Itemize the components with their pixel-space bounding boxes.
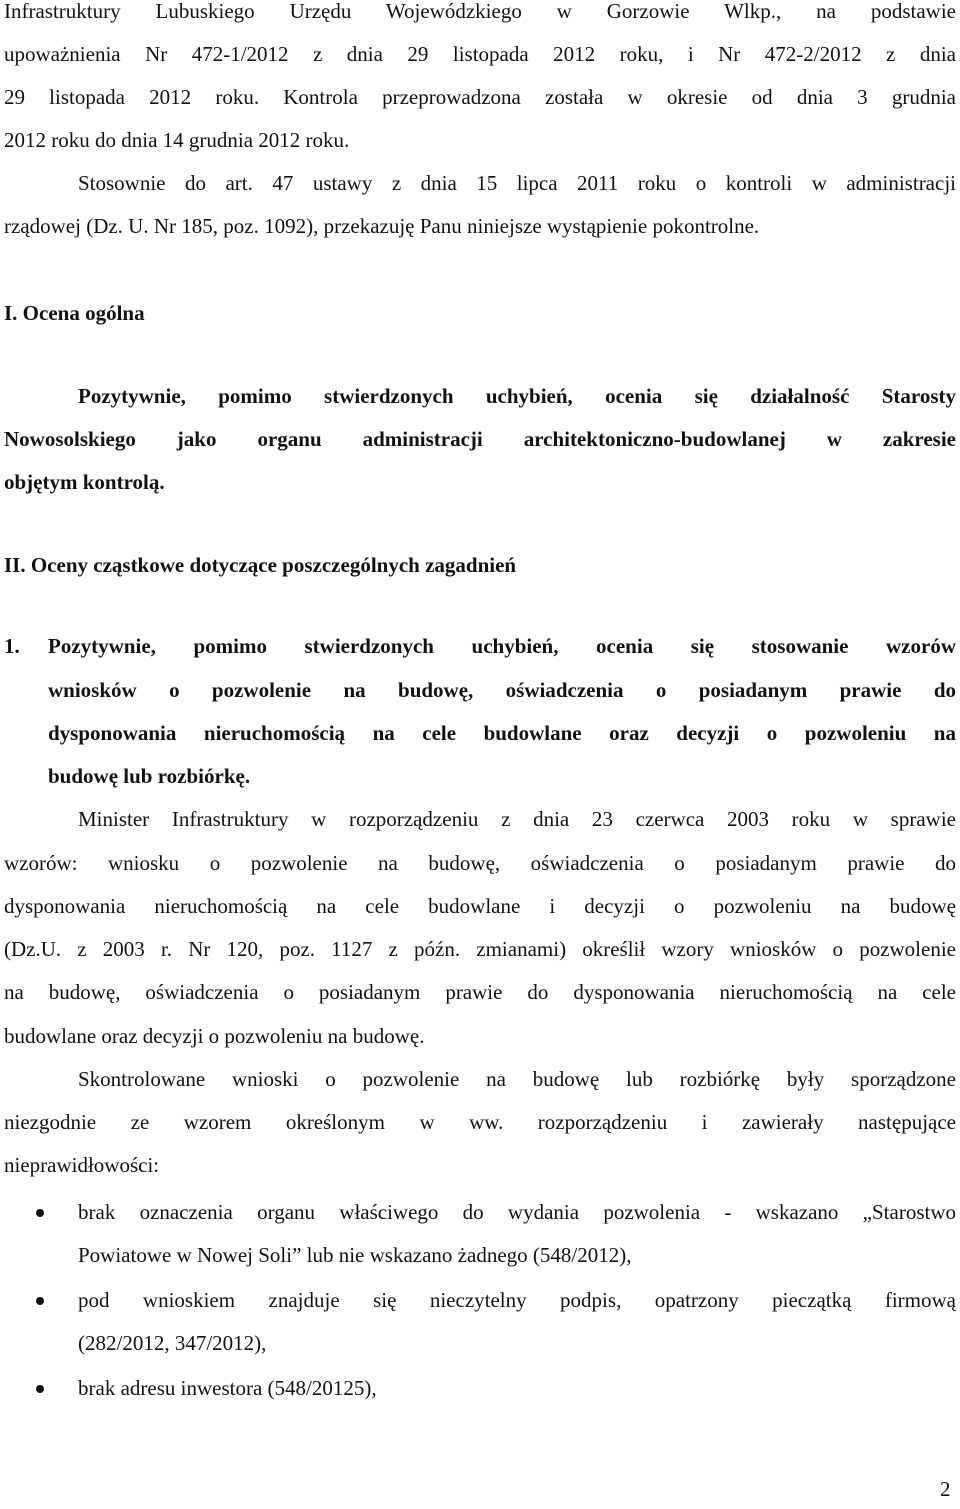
minister-line-1: Minister Infrastruktury w rozporządzeniu z dnia 23 czerwca 2003 roku w sprawie <box>78 807 956 831</box>
bullet-2-line-2: (282/2012, 347/2012), <box>78 1331 267 1355</box>
bullet-icon <box>36 1297 44 1305</box>
intro-line-1: Infrastruktury Lubuskiego Urzędu Wojewódzkiego w Gorzowie Wlkp., na podstawie <box>4 0 956 23</box>
legal-basis-line-2: rządowej (Dz. U. Nr 185, poz. 1092), przekazuję Panu niniejsze wystąpienie pokontrolne. <box>4 214 760 238</box>
findings-line-2: niezgodnie ze wzorem określonym w ww. rozporządzeniu i zawierały następujące <box>4 1110 956 1134</box>
minister-line-6: budowlane oraz decyzji o pozwoleniu na budowę. <box>4 1024 425 1048</box>
minister-line-3: dysponowania nieruchomością na cele budowlane i decyzji o pozwoleniu na budowę <box>4 894 956 918</box>
section-1-heading: I. Ocena ogólna <box>4 301 145 325</box>
minister-line-4: (Dz.U. z 2003 r. Nr 120, poz. 1127 z późn. zmianami) określił wzory wniosków o pozwolenie <box>4 937 956 961</box>
section-1-line-1: Pozytywnie, pomimo stwierdzonych uchybień, ocenia się działalność Starosty <box>78 384 956 408</box>
bullet-icon <box>36 1385 44 1393</box>
legal-basis-line-1: Stosownie do art. 47 ustawy z dnia 15 lipca 2011 roku o kontroli w administracji <box>78 171 956 195</box>
intro-line-4: 2012 roku do dnia 14 grudnia 2012 roku. <box>4 128 350 152</box>
findings-line-3: nieprawidłowości: <box>4 1153 160 1177</box>
item-1-number: 1. <box>4 634 20 658</box>
bullet-1-line-1: brak oznaczenia organu właściwego do wydania pozwolenia - wskazano „Starostwo <box>78 1200 956 1224</box>
item-1-line-4: budowę lub rozbiórkę. <box>48 764 251 788</box>
item-1-line-1: Pozytywnie, pomimo stwierdzonych uchybień, ocenia się stosowanie wzorów <box>48 634 956 658</box>
item-1-line-3: dysponowania nieruchomością na cele budowlane oraz decyzji o pozwoleniu na <box>48 721 956 745</box>
intro-line-2: upoważnienia Nr 472-1/2012 z dnia 29 listopada 2012 roku, i Nr 472-2/2012 z dnia <box>4 42 956 66</box>
section-1-line-3: objętym kontrolą. <box>4 470 165 494</box>
bullet-2-line-1: pod wnioskiem znajduje się nieczytelny podpis, opatrzony pieczątką firmową <box>78 1288 956 1312</box>
page-number: 2 <box>940 1477 951 1501</box>
intro-line-3: 29 listopada 2012 roku. Kontrola przeprowadzona została w okresie od dnia 3 grudnia <box>4 85 956 109</box>
bullet-1-line-2: Powiatowe w Nowej Soli” lub nie wskazano żadnego (548/2012), <box>78 1243 632 1267</box>
minister-line-2: wzorów: wniosku o pozwolenie na budowę, oświadczenia o posiadanym prawie do <box>4 851 956 875</box>
bullet-icon <box>36 1209 44 1217</box>
minister-line-5: na budowę, oświadczenia o posiadanym prawie do dysponowania nieruchomością na cele <box>4 980 956 1004</box>
item-1-line-2: wniosków o pozwolenie na budowę, oświadczenia o posiadanym prawie do <box>48 678 956 702</box>
findings-line-1: Skontrolowane wnioski o pozwolenie na budowę lub rozbiórkę były sporządzone <box>78 1067 956 1091</box>
bullet-3-line-1: brak adresu inwestora (548/20125), <box>78 1376 377 1400</box>
section-1-line-2: Nowosolskiego jako organu administracji architektoniczno-budowlanej w zakresie <box>4 427 956 451</box>
section-2-heading: II. Oceny cząstkowe dotyczące poszczególnych zagadnień <box>4 553 517 577</box>
